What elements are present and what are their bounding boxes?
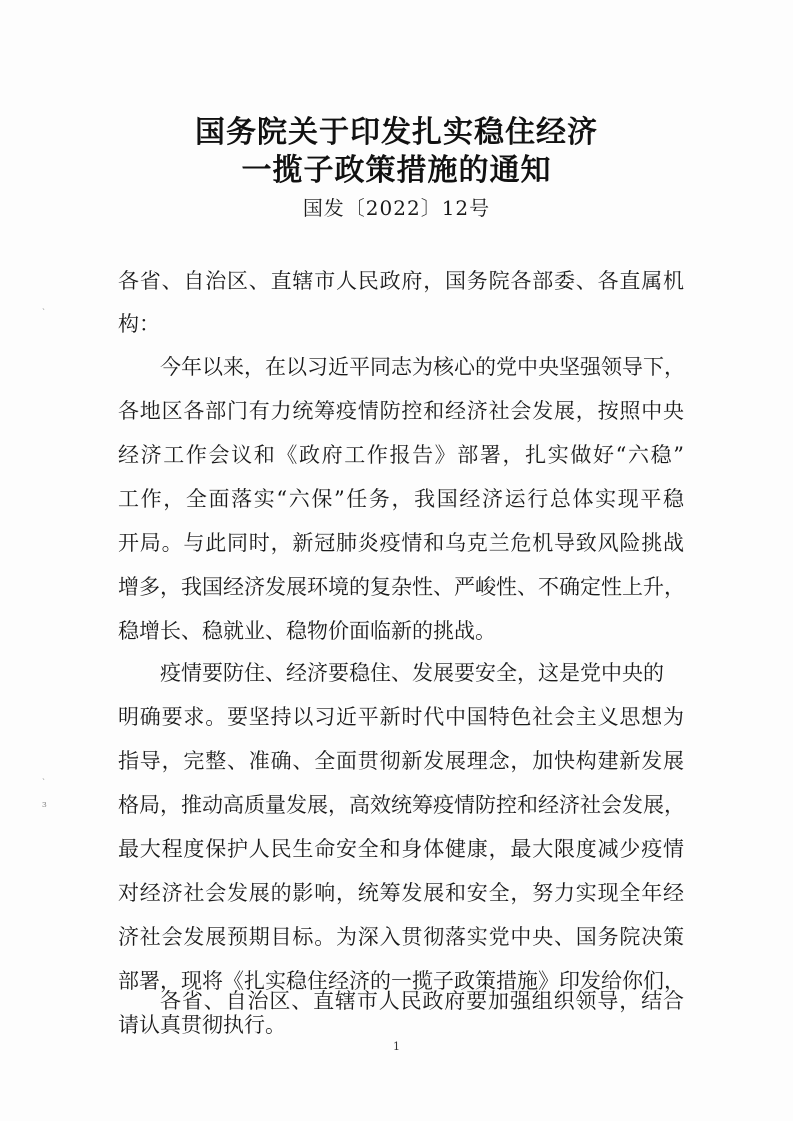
paragraph-line: 部署，现将《扎实稳住经济的一揽子政策措施》印发给你们， bbox=[118, 969, 685, 993]
paragraph-line: 最大程度保护人民生命安全和身体健康，最大限度减少疫情 bbox=[118, 837, 684, 861]
paragraph-line: 指导，完整、准确、全面贯彻新发展理念，加快构建新发展 bbox=[118, 749, 684, 773]
salutation-line: 构： bbox=[118, 312, 160, 336]
paragraph-line: 疫情要防住、经济要稳住、发展要安全，这是党中央的 bbox=[160, 661, 664, 685]
page-number: 1 bbox=[393, 1040, 400, 1053]
document-number: 国发〔2022〕12号 bbox=[302, 196, 491, 220]
paragraph-line: 增多，我国经济发展环境的复杂性、严峻性、不确定性上升， bbox=[118, 575, 685, 599]
paragraph-line: 济社会发展预期目标。为深入贯彻落实党中央、国务院决策 bbox=[118, 925, 684, 949]
paragraph-line: 经济工作会议和《政府工作报告》部署，扎实做好“六稳” bbox=[118, 443, 684, 467]
paragraph-line: 格局，推动高质量发展，高效统筹疫情防控和经济社会发展， bbox=[118, 793, 685, 817]
paragraph-line: 稳增长、稳就业、稳物价面临新的挑战。 bbox=[118, 619, 496, 643]
paragraph-line: 对经济社会发展的影响，统筹发展和安全，努力实现全年经 bbox=[118, 881, 684, 905]
paragraph-line: 开局。与此同时，新冠肺炎疫情和乌克兰危机导致风险挑战 bbox=[118, 531, 684, 555]
scan-mark: ˏ bbox=[42, 301, 45, 311]
paragraph-line: 今年以来，在以习近平同志为核心的党中央坚强领导下， bbox=[160, 355, 685, 379]
salutation-line: 各省、自治区、直辖市人民政府，国务院各部委、各直属机 bbox=[118, 269, 684, 293]
paragraph-line: 各省、自治区、直辖市人民政府要加强组织领导，结合 bbox=[160, 989, 684, 1013]
paragraph-line: 明确要求。要坚持以习近平新时代中国特色社会主义思想为 bbox=[118, 705, 684, 729]
paragraph-line: 各地区各部门有力统筹疫情防控和经济社会发展，按照中央 bbox=[118, 399, 684, 423]
document-title-line2: 一揽子政策措施的通知 bbox=[241, 153, 552, 188]
paragraph-line: 工作，全面落实“六保”任务，我国经济运行总体实现平稳 bbox=[118, 487, 684, 511]
scan-mark: ˏ bbox=[42, 771, 45, 781]
document-title-line1: 国务院关于印发扎实稳住经济 bbox=[195, 115, 598, 150]
scan-mark: ɜ bbox=[42, 800, 47, 810]
paragraph-line: 请认真贯彻执行。 bbox=[118, 1013, 286, 1037]
